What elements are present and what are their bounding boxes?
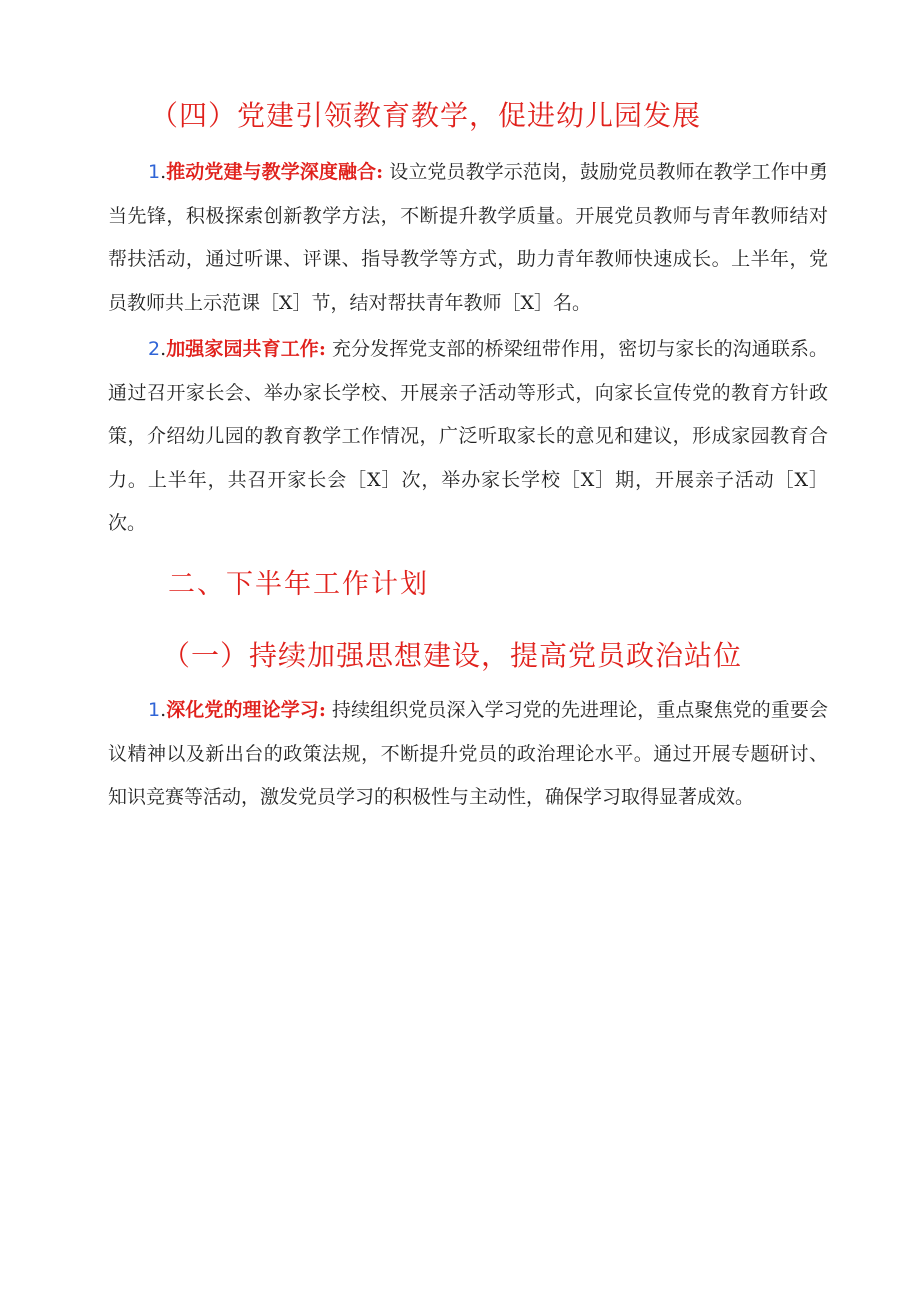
- subsection-heading-one: （一）持续加强思想建设，提高党员政治站位: [162, 639, 743, 672]
- item-body-text: 设立党员教学示范岗，鼓励党员教师在教学工作中勇当先锋，积极探索创新教学方法，不断提升教学质量。开展党员教师与青年教师结对帮扶活动，通过听课、评课、指导教学等方式，助力青年教师快速成长。上半年，党员教师共上示范课［X］节，结对帮扶青年教师［X］名。: [108, 161, 829, 314]
- item-body-text: 充分发挥党支部的桥梁纽带作用，密切与家长的沟通联系。通过召开家长会、举办家长学校、开展亲子活动等形式，向家长宣传党的教育方针政策，介绍幼儿园的教育教学工作情况，广泛听取家长的意见和建议，形成家园教育合力。上半年，共召开家长会［X］次，举办家长学校［X］期，开展亲子活动［X］次。: [108, 338, 828, 534]
- part-two-heading: 二、下半年工作计划: [168, 569, 429, 600]
- item-number: 1: [148, 161, 161, 183]
- section-heading-four: （四）党建引领教育教学，促进幼儿园发展: [150, 99, 702, 132]
- item-lead-title: 推动党建与教学深度融合:: [166, 161, 384, 183]
- item-lead-title: 加强家园共育工作:: [166, 338, 326, 360]
- paragraph-home-school-cooperation: [108, 328, 828, 546]
- item-number: 1: [148, 699, 161, 721]
- item-body-text: 持续组织党员深入学习党的先进理论，重点聚焦党的重要会议精神以及新出台的政策法规，不断提升党员的政治理论水平。通过开展专题研讨、知识竞赛等活动，激发党员学习的积极性与主动性，确保学习取得显著成效。: [108, 699, 828, 808]
- item-lead-title: 深化党的理论学习:: [166, 699, 326, 721]
- item-number: 2: [148, 338, 161, 360]
- item-number-separator: .: [160, 338, 167, 360]
- item-number-separator: .: [160, 161, 167, 183]
- item-number-separator: .: [160, 699, 167, 721]
- paragraph-teaching-integration: [108, 151, 828, 325]
- paragraph-theory-study: [108, 689, 828, 820]
